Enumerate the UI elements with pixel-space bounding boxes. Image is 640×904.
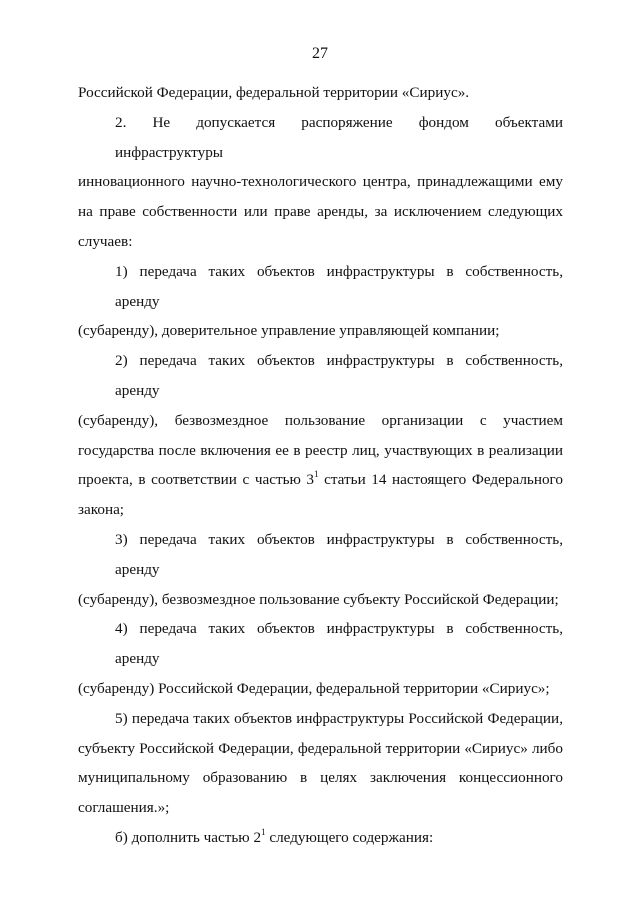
- text-line: 5) передача таких объектов инфраструктуры Российской Федерации,: [115, 709, 563, 727]
- text-line: 2) передача таких объектов инфраструктуры в собственность, аренду: [115, 352, 563, 399]
- text-line: (субаренду), безвозмездное пользование субъекту Российской Федерации;: [78, 590, 559, 608]
- superscript: 1: [314, 469, 319, 480]
- text-line: [78, 823, 563, 853]
- text-line: 4) передача таких объектов инфраструктуры в собственность, аренду: [115, 620, 563, 668]
- text-line: субъекту Российской Федерации, федеральной территории «Сириус» либо: [78, 739, 563, 757]
- text-line: [78, 465, 563, 495]
- text-line: муниципальному образованию в целях заключения концессионного: [78, 769, 563, 787]
- text-fragment: статьи 14 настоящего Федерального: [318, 471, 563, 489]
- text-fragment: б) дополнить частью 2: [115, 828, 262, 846]
- text-line: 1) передача таких объектов инфраструктуры в собственность, аренду: [115, 262, 563, 310]
- text-line: на праве собственности или праве аренды, за исключением следующих: [78, 203, 563, 221]
- superscript: 1: [261, 826, 266, 837]
- text-line: Российской Федерации, федеральной территории «Сириус».: [78, 84, 470, 101]
- text-line: (субаренду) Российской Федерации, федеральной территории «Сириус»;: [78, 679, 550, 697]
- text-line: государства после включения ее в реестр лиц, участвующих в реализации: [78, 441, 563, 459]
- text-line: 3) передача таких объектов инфраструктуры в собственность, аренду: [115, 530, 563, 578]
- text-line: закона;: [78, 501, 125, 519]
- text-line: (субаренду), безвозмездное пользование организации с участием: [78, 411, 563, 429]
- text-line: 2. Не допускается распоряжение фондом объектами инфраструктуры: [115, 113, 563, 161]
- document-body: [78, 78, 563, 853]
- text-line: инновационного научно-технологического центра, принадлежащими ему: [78, 173, 563, 191]
- text-fragment: следующего содержания:: [265, 828, 434, 846]
- page-number: 27: [312, 45, 328, 62]
- text-line: случаев:: [78, 232, 133, 250]
- text-line: соглашения.»;: [78, 799, 170, 817]
- text-fragment: проекта, в соответствии с частью 3: [78, 471, 315, 489]
- text-line: (субаренду), доверительное управление управляющей компании;: [78, 322, 500, 340]
